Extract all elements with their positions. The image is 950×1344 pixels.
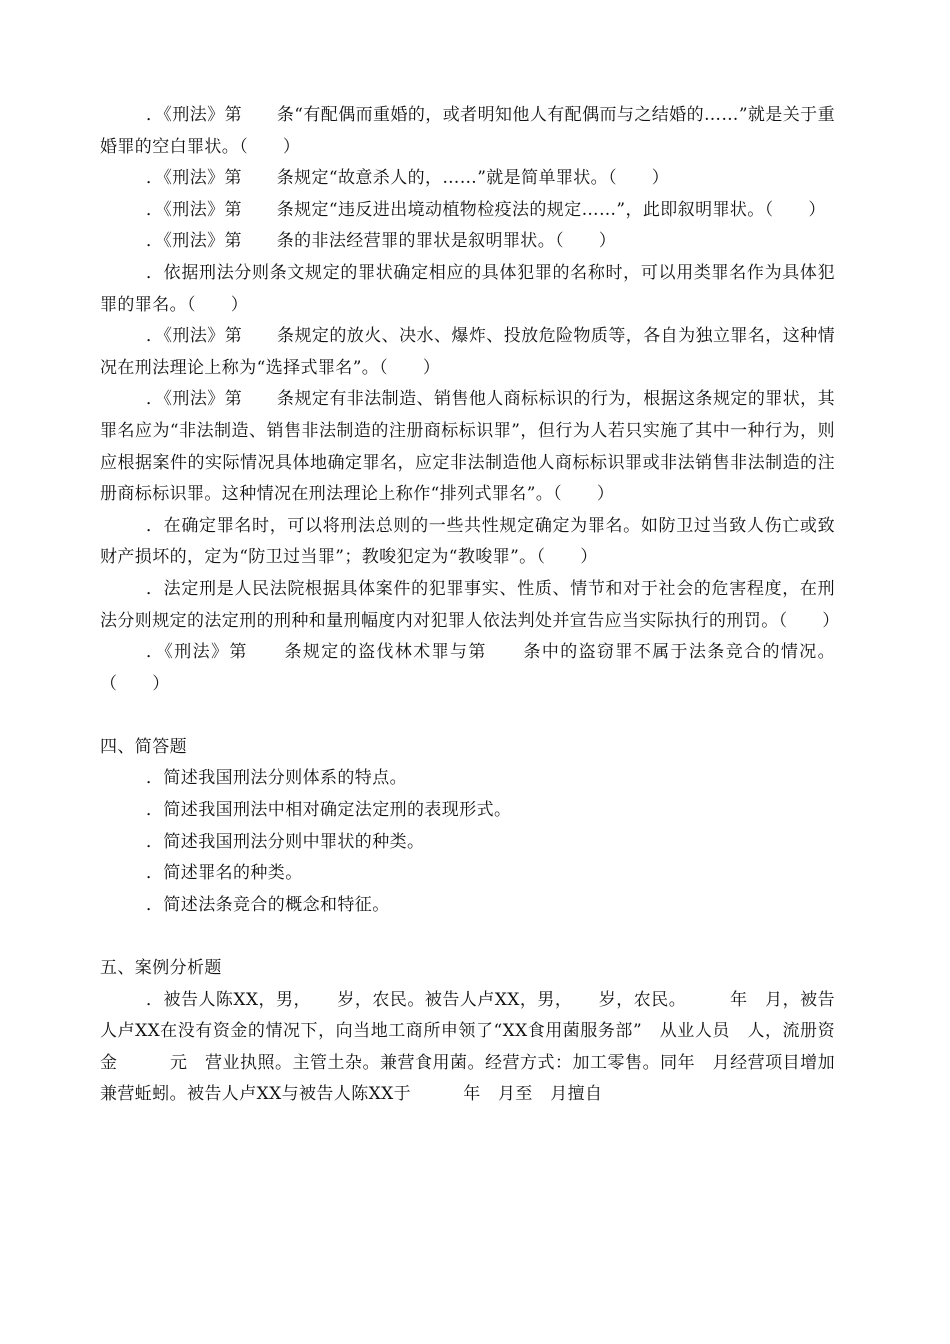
document-body (100, 100, 840, 1111)
short-answer-question-5: ．简述法条竞合的概念和特征。 (146, 894, 390, 915)
tf-item-9: ．法定刑是人民法院根据具体案件的犯罪事实、性质、情节和对于社会的危害程度，在刑法分则规定的法定刑的刑种和量刑幅度内对犯罪人依法判处并宣告应当实际执行的刑罚。（ ） (100, 578, 840, 631)
short-answer-question-2: ．简述我国刑法中相对确定法定刑的表现形式。 (146, 800, 512, 821)
tf-item-3: ．《刑法》第 条规定“违反进出境动植物检疫法的规定……”，此即叙明罪状。（ ） (146, 199, 826, 220)
short-answer-question-3: ．简述我国刑法分则中罪状的种类。 (146, 831, 425, 852)
short-answer-question-4: ．简述罪名的种类。 (146, 863, 303, 884)
tf-item-1: ．《刑法》第 条“有配偶而重婚的，或者明知他人有配偶而与之结婚的……”就是关于重婚罪的空白罪状。（ ） (100, 105, 835, 157)
tf-item-4: ．《刑法》第 条的非法经营罪的罪状是叙明罪状。（ ） (146, 231, 617, 252)
tf-item-10: ．《刑法》第 条规定的盗伐林术罪与第 条中的盗窃罪不属于法条竞合的情况。（ ） (100, 642, 835, 694)
tf-item-6: ．《刑法》第 条规定的放火、决水、爆炸、投放危险物质等，各自为独立罪名，这种情况在刑法理论上称为“选择式罪名”。（ ） (100, 326, 835, 378)
section-spacer (100, 921, 835, 953)
short-answer-question-1: ．简述我国刑法分则体系的特点。 (146, 768, 407, 789)
section-spacer (100, 700, 835, 732)
section-heading-case-analysis: 五、案例分析题 (100, 958, 222, 979)
case-paragraph: ．被告人陈XX，男， 岁，农民。被告人卢XX，男， 岁，农民。 年 月，被告人卢XX在没有资金的情况下，向当地工商所申领了“XX食用菌服务部” 从业人员 人，流册资金 元 营业执照。主管土杂。兼营食用菌。经营方式：加工零售。同年 月经营项目增加兼营蚯蚓。被告人卢XX与被告人陈XX于 年 月至 月擅自 (100, 989, 835, 1105)
section-heading-short-answer: 四、简答题 (100, 736, 187, 757)
tf-item-5: ．依据刑法分则条文规定的罪状确定相应的具体犯罪的名称时，可以用类罪名作为具体犯罪的罪名。（ ） (100, 262, 835, 315)
tf-item-2: ．《刑法》第 条规定“故意杀人的，……”就是简单罪状。（ ） (146, 168, 670, 189)
tf-item-8: ．在确定罪名时，可以将刑法总则的一些共性规定确定为罪名。如防卫过当致人伤亡或致财产损坏的，定为“防卫过当罪”；教唆犯定为“教唆罪”。（ ） (100, 515, 835, 568)
tf-item-7: ．《刑法》第 条规定有非法制造、销售他人商标标识的行为，根据这条规定的罪状，其罪名应为“非法制造、销售非法制造的注册商标标识罪”，但行为人若只实施了其中一种行为，则应根据案件的实际情况具体地确定罪名，应定非法制造他人商标标识罪或非法销售非法制造的注册商标标识罪。这种情况在刑法理论上称作“排列式罪名”。（ ） (100, 389, 835, 505)
